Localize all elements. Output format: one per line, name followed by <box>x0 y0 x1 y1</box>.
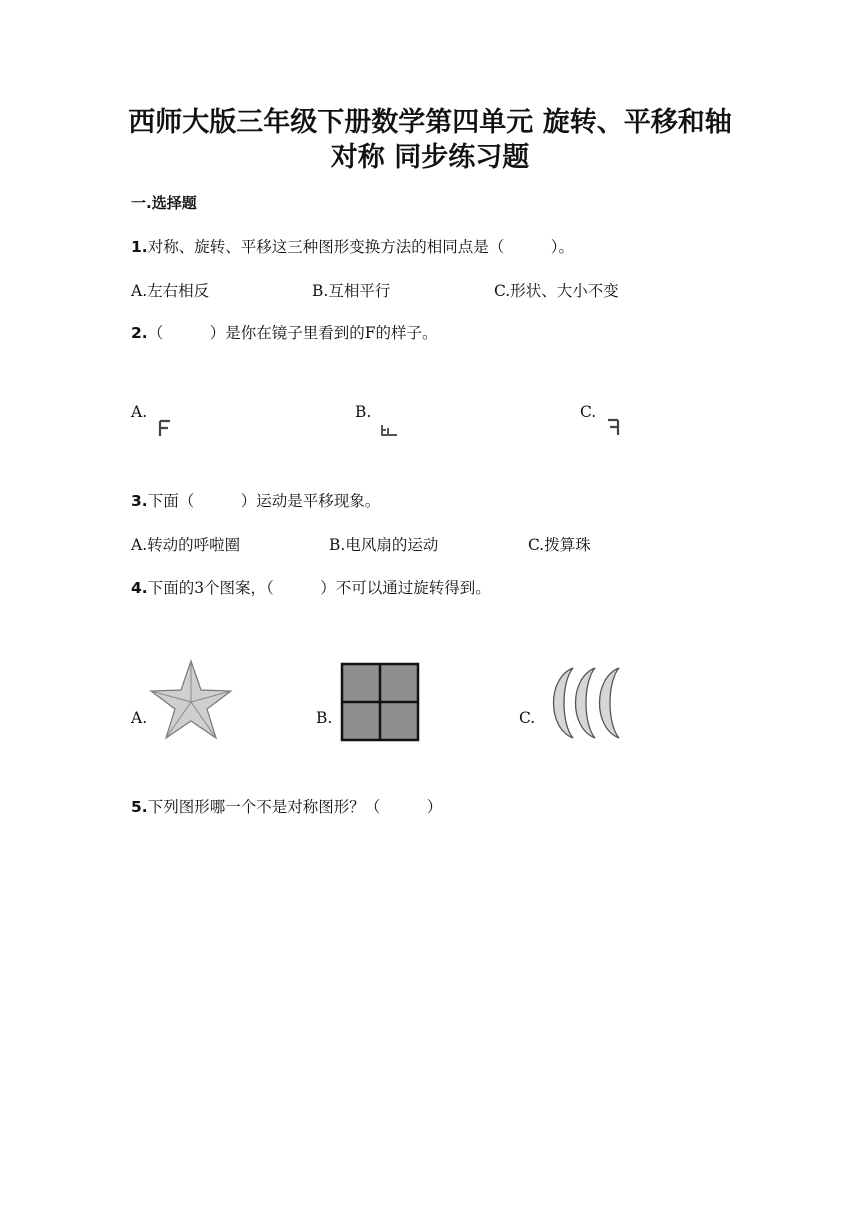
option-b: B. <box>316 709 333 727</box>
option-b: B. <box>355 403 372 421</box>
option-c: C.形状、大小不变 <box>494 282 619 300</box>
question-4 <box>131 576 491 598</box>
question-number: 3. <box>131 492 148 510</box>
question-text: 对称、旋转、平移这三种图形变换方法的相同点是（ ）。 <box>147 238 574 256</box>
question-text: 下面的3个图案，（ ）不可以通过旋转得到。 <box>147 579 491 597</box>
letter-f-normal-image <box>158 419 172 437</box>
question-number: 5. <box>131 798 148 816</box>
section-heading: 一.选择题 <box>131 194 197 212</box>
square-grid-figure <box>340 662 420 742</box>
option-b: B.互相平行 <box>312 282 391 300</box>
option-a: A. <box>131 709 148 727</box>
option-a: A.转动的呼啦圈 <box>131 536 241 554</box>
page-title-continued: 对称 同步练习题 <box>330 142 530 173</box>
question-text: 下面（ ）运动是平移现象。 <box>147 492 381 510</box>
question-2 <box>131 321 437 343</box>
page-title: 西师大版三年级下册数学第四单元 旋转、平移和轴 <box>128 107 732 138</box>
letter-f-mirrored-image <box>606 418 620 436</box>
option-a: A.左右相反 <box>131 282 210 300</box>
question-text: （ ）是你在镜子里看到的F的样子。 <box>147 324 438 342</box>
crescent-moons-figure <box>543 664 633 742</box>
letter-f-rotated-image <box>379 422 399 438</box>
question-3 <box>131 489 380 511</box>
option-c: C. <box>580 403 597 421</box>
question-5 <box>131 795 442 817</box>
option-b: B.电风扇的运动 <box>329 536 439 554</box>
question-number: 2. <box>131 324 148 342</box>
option-c: C. <box>519 709 536 727</box>
question-number: 4. <box>131 579 148 597</box>
star-figure <box>148 658 234 742</box>
question-1 <box>131 235 574 257</box>
option-c: C.拨算珠 <box>528 536 591 554</box>
option-a: A. <box>131 403 148 421</box>
question-number: 1. <box>131 238 148 256</box>
question-text: 下列图形哪一个不是对称图形？（ ） <box>147 798 443 816</box>
